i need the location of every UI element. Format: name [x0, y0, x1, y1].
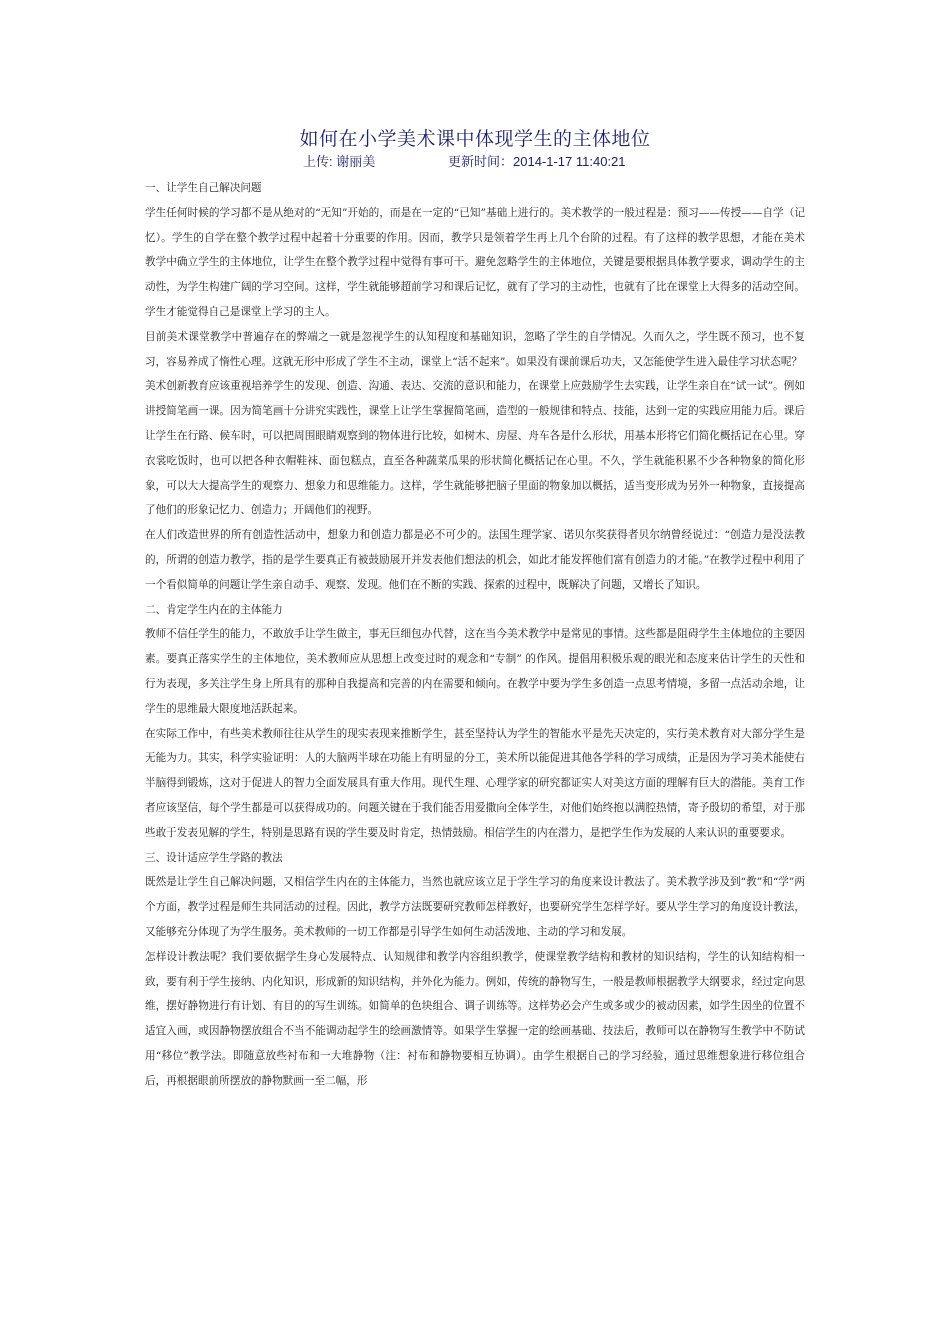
- paragraph: 在实际工作中，有些美术教师往往从学生的现实表现来推断学生，甚至坚持认为学生的智能水平是先天决定的，实行美术教育对大部分学生是无能为力。其实，科学实验证明：人的大脑两半球在功能上有明显的分工，美术所以能促进其他各学科的学习成绩，正是因为学习美术能使右半脑得到锻炼，这对于促进人的智力全面发展具有重大作用。现代生理、心理学家的研究都证实人对美这方面的理解有巨大的潜能。美育工作者应该坚信，每个学生都是可以获得成功的。问题关键在于我们能否用爱撒向全体学生，对他们始终抱以满腔热情，寄予殷切的希望，对于那些敢于发表见解的学生，特别是思路有误的学生要及时肯定，热情鼓励。相信学生的内在潜力，是把学生作为发展的人来认识的重要要求。: [145, 727, 805, 839]
- paragraph: 怎样设计教法呢？我们要依据学生身心发展特点、认知规律和教学内容组织教学，使课堂教学结构和教材的知识结构，学生的认知结构相一致，要有利于学生接纳、内化知识，形成新的知识结构，并外化为能力。例如，传统的静物写生，一般是教师根据教学大纲要求，经过定向思维，摆好静物进行有计划、有目的的写生训练。如简单的色块组合、调子训练等。这样势必会产生或多或少的被动因素，如学生因坐的位置不适宜入画，或因静物摆放组合不当不能调动起学生的绘画激情等。如果学生掌握一定的绘画基础、技法后，教师可以在静物写生教学中不防试用“移位”教学法。即随意放些衬布和一大堆静物（注：衬布和静物要相互协调）。由学生根据自己的学习经验，通过思维想象进行移位组合后，再根据眼前所摆放的静物默画一至二幅，形: [145, 950, 805, 1087]
- section-heading: 一、让学生自己解决问题: [145, 182, 262, 194]
- paragraph: 美术创新教育应该重视培养学生的发现、创造、沟通、表达、交流的意识和能力，在课堂上应鼓励学生去实践，让学生亲自在“试一试”。例如讲授简笔画一课。因为简笔画十分讲究实践性，课堂上让学生掌握简笔画，造型的一般规律和特点、技能，达到一定的实践应用能力后。课后让学生在行路、候车时，可以把周围眼睛观察到的物体进行比较，如树木、房屋、舟车各是什么形状，用基本形将它们简化概括记在心里。穿衣裳吃饭时，也可以把各种衣帽鞋袜、面包糕点，直至各种蔬菜瓜果的形状简化概括记在心里。不久，学生就能积累不少各种物象的简化形象，可以大大提高学生的观察力、想象力和思维能力。这样，学生就能够把脑子里面的物象加以概括，适当变形成为另外一种物象，直接提高了他们的形象记忆力、创造力；开阔他们的视野。: [145, 380, 805, 517]
- paragraph: 目前美术课堂教学中普遍存在的弊端之一就是忽视学生的认知程度和基础知识，忽略了学生的自学情况。久而久之，学生既不预习，也不复习，容易养成了惰性心理。这就无形中形成了学生不主动，课堂上“活不起来”。如果没有课前课后功夫，又怎能使学生进入最佳学习状态呢？: [145, 330, 805, 368]
- article-body: [145, 176, 805, 1093]
- updated-time: 更新时间：2014-1-17 11:40:21: [448, 154, 626, 169]
- document-title: 如何在小学美术课中体现学生的主体地位: [299, 128, 651, 150]
- section-heading: 三、设计适应学生学路的教法: [145, 851, 283, 864]
- paragraph: 教师不信任学生的能力，不敢放手让学生做主，事无巨细包办代替，这在当今美术教学中是常见的事情。这些都是阻碍学生主体地位的主要因素。要真正落实学生的主体地位，美术教师应从思想上改变过时的观念和“专制” 的作风。提倡用积极乐观的眼光和态度来估计学生的天性和行为表现，多关注学生身上所具有的那种自我提高和完善的内在需要和倾向。在教学中要为学生多创造一点思考情境，多留一点活动余地，让学生的思维最大限度地活跃起来。: [145, 628, 805, 715]
- section-heading: 二、肯定学生内在的主体能力: [145, 603, 283, 616]
- paragraph: 在人们改造世界的所有创造性活动中，想象力和创造力都是必不可少的。法国生理学家、诺贝尔奖获得者贝尔纳曾经说过：“创造力是没法教的，所谓的创造力教学，指的是学生要真正有被鼓励展开并发表他们想法的机会，如此才能发挥他们富有创造力的才能。”在教学过程中利用了一个看似简单的问题让学生亲自动手、观察、发现。他们在不断的实践、探索的过程中，既解决了问题，又增长了知识。: [145, 529, 805, 591]
- author-line: 上传: 谢丽美: [303, 154, 376, 169]
- paragraph: 既然是让学生自己解决问题，又相信学生内在的主体能力，当然也就应该立足于学生学习的角度来设计教法了。美术教学涉及到“教”和“学”两个方面，教学过程是师生共同活动的过程。因此，教学方法既要研究教师怎样教好，也要研究学生怎样学好。要从学生学习的角度设计教法，又能够充分体现了为学生服务。美术教师的一切工作都是引导学生如何生动活泼地、主动的学习和发展。: [145, 876, 805, 938]
- paragraph: 学生任何时候的学习都不是从绝对的“无知”开始的，而是在一定的“已知”基础上进行的。美术教学的一般过程是：预习——传授——自学（记忆）。学生的自学在整个教学过程中起着十分重要的作用。因而，教学只是领着学生再上几个台阶的过程。有了这样的教学思想，才能在美术教学中确立学生的主体地位，让学生在整个教学过程中觉得有事可干。避免忽略学生的主体地位，关键是要根据具体教学要求，调动学生的主动性，为学生构建广阔的学习空间。这样，学生就能够超前学习和课后记忆，就有了学习的主动性，也就有了比在课堂上大得多的活动空间。学生才能觉得自己是课堂上学习的主人。: [145, 206, 805, 318]
